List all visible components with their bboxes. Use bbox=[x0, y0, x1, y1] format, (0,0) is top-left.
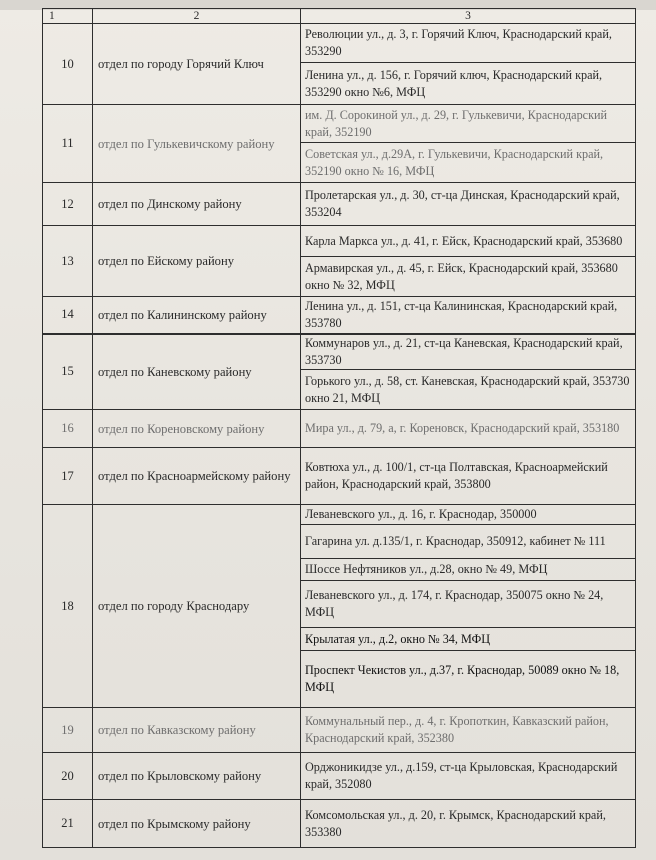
department-name: отдел по Гулькевичскому району bbox=[93, 105, 301, 183]
department-name: отдел по Динскому району bbox=[93, 183, 301, 226]
table-row bbox=[43, 334, 636, 370]
table-row bbox=[43, 297, 636, 334]
table-row bbox=[43, 505, 636, 525]
table-row bbox=[43, 448, 636, 505]
row-number: 13 bbox=[43, 226, 93, 297]
department-name: отдел по Калининскому району bbox=[93, 297, 301, 334]
address-cell: Советская ул., д.29А, г. Гулькевичи, Краснодарский край, 352190 окно № 16, МФЦ bbox=[301, 143, 636, 183]
row-number: 21 bbox=[43, 800, 93, 848]
table-row bbox=[43, 24, 636, 63]
department-name: отдел по Кавказскому району bbox=[93, 708, 301, 753]
header-col-3: 3 bbox=[301, 9, 636, 24]
table-row bbox=[43, 800, 636, 848]
department-name: отдел по Крыловскому району bbox=[93, 753, 301, 800]
address-cell: Ленина ул., д. 156, г. Горячий ключ, Краснодарский край, 353290 окно №6, МФЦ bbox=[301, 63, 636, 105]
header-col-2: 2 bbox=[93, 9, 301, 24]
address-cell: Гагарина ул. д.135/1, г. Краснодар, 350912, кабинет № 111 bbox=[301, 525, 636, 559]
address-cell: Комсомольская ул., д. 20, г. Крымск, Краснодарский край, 353380 bbox=[301, 800, 636, 848]
header-row bbox=[43, 9, 636, 24]
address-cell: Крылатая ул., д.2, окно № 34, МФЦ bbox=[301, 628, 636, 651]
address-cell: Пролетарская ул., д. 30, ст-ца Динская, Краснодарский край, 353204 bbox=[301, 183, 636, 226]
row-number: 10 bbox=[43, 24, 93, 105]
table-row bbox=[43, 410, 636, 448]
header-col-1: 1 bbox=[43, 9, 93, 24]
row-number: 12 bbox=[43, 183, 93, 226]
table-row bbox=[43, 226, 636, 257]
address-cell: Шоссе Нефтяников ул., д.28, окно № 49, МФЦ bbox=[301, 559, 636, 581]
table-row bbox=[43, 105, 636, 143]
address-cell: Армавирская ул., д. 45, г. Ейск, Краснодарский край, 353680 окно № 32, МФЦ bbox=[301, 257, 636, 297]
department-name: отдел по городу Краснодару bbox=[93, 505, 301, 708]
address-cell: Орджоникидзе ул., д.159, ст-ца Крыловская, Краснодарский край, 352080 bbox=[301, 753, 636, 800]
address-cell: Леваневского ул., д. 174, г. Краснодар, 350075 окно № 24, МФЦ bbox=[301, 581, 636, 628]
row-number: 11 bbox=[43, 105, 93, 183]
table-row bbox=[43, 708, 636, 753]
departments-table bbox=[42, 8, 636, 848]
row-number: 16 bbox=[43, 410, 93, 448]
department-name: отдел по Ейскому району bbox=[93, 226, 301, 297]
address-cell: им. Д. Сорокиной ул., д. 29, г. Гулькевичи, Краснодарский край, 352190 bbox=[301, 105, 636, 143]
row-number: 18 bbox=[43, 505, 93, 708]
department-name: отдел по Каневскому району bbox=[93, 334, 301, 410]
address-cell: Горького ул., д. 58, ст. Каневская, Краснодарский край, 353730 окно 21, МФЦ bbox=[301, 370, 636, 410]
address-cell: Коммунальный пер., д. 4, г. Кропоткин, Кавказский район, Краснодарский край, 352380 bbox=[301, 708, 636, 753]
row-number: 19 bbox=[43, 708, 93, 753]
row-number: 14 bbox=[43, 297, 93, 334]
address-cell: Проспект Чекистов ул., д.37, г. Краснодар, 50089 окно № 18, МФЦ bbox=[301, 651, 636, 708]
row-number: 17 bbox=[43, 448, 93, 505]
address-cell: Революции ул., д. 3, г. Горячий Ключ, Краснодарский край, 353290 bbox=[301, 24, 636, 63]
address-cell: Ковтюха ул., д. 100/1, ст-ца Полтавская, Красноармейский район, Краснодарский край, 353800 bbox=[301, 448, 636, 505]
address-cell: Коммунаров ул., д. 21, ст-ца Каневская, Краснодарский край, 353730 bbox=[301, 334, 636, 370]
department-name: отдел по Красноармейскому району bbox=[93, 448, 301, 505]
address-cell: Леваневского ул., д. 16, г. Краснодар, 350000 bbox=[301, 505, 636, 525]
table-row bbox=[43, 753, 636, 800]
department-name: отдел по Крымскому району bbox=[93, 800, 301, 848]
department-name: отдел по Кореновскому району bbox=[93, 410, 301, 448]
row-number: 20 bbox=[43, 753, 93, 800]
table-row bbox=[43, 183, 636, 226]
address-cell: Мира ул., д. 79, а, г. Кореновск, Краснодарский край, 353180 bbox=[301, 410, 636, 448]
row-number: 15 bbox=[43, 334, 93, 410]
address-cell: Карла Маркса ул., д. 41, г. Ейск, Краснодарский край, 353680 bbox=[301, 226, 636, 257]
address-cell: Ленина ул., д. 151, ст-ца Калининская, Краснодарский край, 353780 bbox=[301, 297, 636, 334]
department-name: отдел по городу Горячий Ключ bbox=[93, 24, 301, 105]
